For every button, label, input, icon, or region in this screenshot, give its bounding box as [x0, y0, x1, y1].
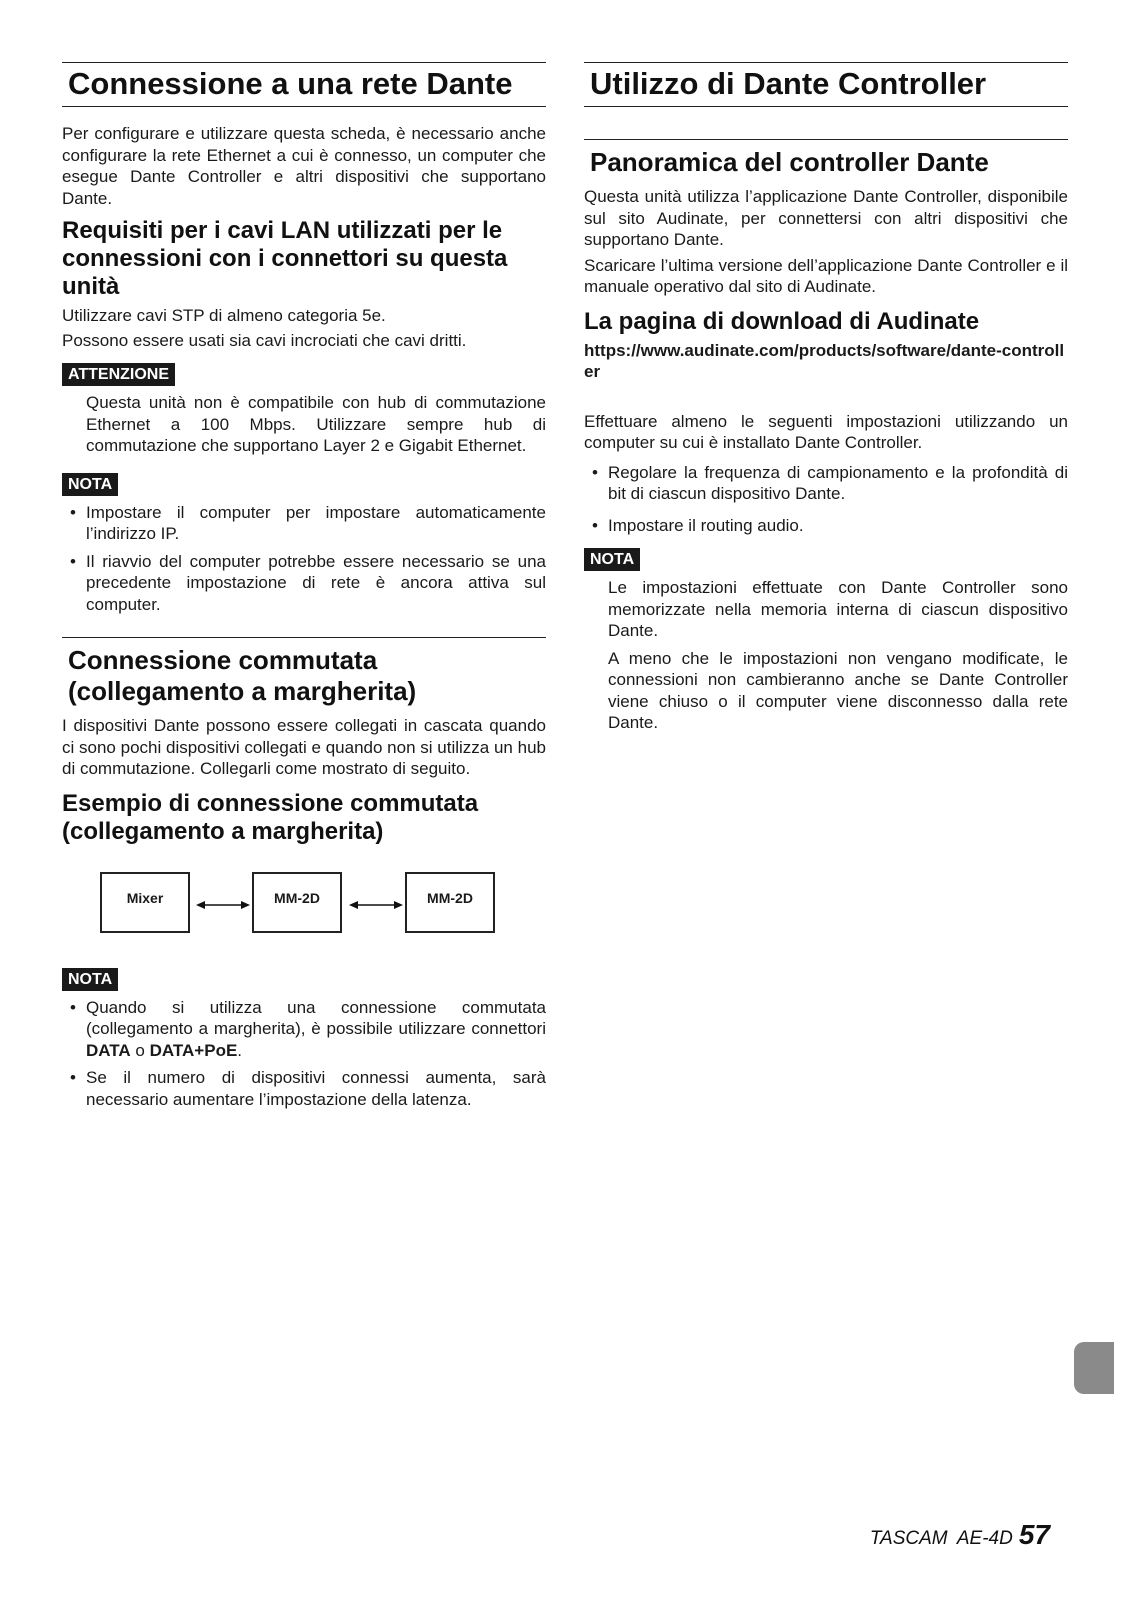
bullet-icon: •	[70, 997, 76, 1017]
note-list	[62, 997, 546, 1111]
brand-name: TASCAM	[869, 1528, 948, 1549]
section-title-cascade: Connessione commutata (collegamento a margherita)	[62, 637, 546, 707]
lan-requirement-type: Possono essere usati sia cavi incrociati che cavi dritti.	[62, 330, 467, 350]
page-number: 57	[1018, 1519, 1050, 1550]
intro-paragraph: Per configurare e utilizzare questa scheda, è necessario anche configurare la rete Ethernet a cui è connesso, un computer che esegue Dante Controller e altri dispositivi che supportano Dante.	[62, 124, 546, 208]
data-connector-label: DATA	[86, 1040, 131, 1060]
note-paragraph-2: A meno che le impostazioni non vengano modificate, le connessioni non cambieranno anche se Dante Controller viene chiuso o il computer viene disconnesso dalla rete Dante.	[608, 648, 1068, 732]
bullet-icon: •	[70, 551, 76, 571]
double-arrow-icon	[196, 897, 250, 913]
caution-text: Questa unità non è compatibile con hub di commutazione Ethernet a 100 Mbps. Utilizzare sempre hub di commutazione che supportano Layer 2 e Gigabit Ethernet.	[86, 393, 546, 455]
list-item: • Se il numero di dispositivi connessi aumenta, sarà necessario aumentare l’impostazione della latenza.	[70, 1068, 546, 1109]
note-label: NOTA	[62, 473, 118, 496]
list-item: • Regolare la frequenza di campionamento e la profondità di bit di ciascun dispositivo Dante.	[592, 462, 1068, 503]
list-item: • Quando si utilizza una connessione commutata (collegamento a margherita), è possibile utilizzare connettori DATA o DATA+PoE.	[70, 997, 546, 1060]
section-thumb-tab	[1074, 1342, 1114, 1394]
audinate-download-link[interactable]: https://www.audinate.com/products/software/dante-controller	[584, 340, 1065, 381]
page-footer	[870, 1519, 1050, 1551]
daisy-chain-diagram	[62, 872, 546, 946]
section-title-overview: Panoramica del controller Dante	[584, 139, 1068, 178]
note-label: NOTA	[62, 968, 118, 991]
cascade-example-heading: Esempio di connessione commutata (collegamento a margherita)	[62, 789, 479, 845]
bullet-icon: •	[592, 515, 598, 535]
mixer-box: Mixer	[100, 872, 190, 933]
settings-intro: Effettuare almeno le seguenti impostazioni utilizzando un computer su cui è installato Dante Controller.	[584, 411, 1068, 452]
overview-paragraph-1: Questa unità utilizza l’applicazione Dante Controller, disponibile sul sito Audinate, per connettersi con altri dispositivi che supportano Dante.	[584, 187, 1068, 249]
list-item: • Impostare il routing audio.	[592, 515, 804, 535]
download-page-heading: La pagina di download di Audinate	[584, 307, 980, 335]
note-paragraph-1: Le impostazioni effettuate con Dante Controller sono memorizzate nella memoria interna di ciascun dispositivo Dante.	[608, 578, 1068, 640]
right-column	[584, 62, 1068, 734]
list-item: • Il riavvio del computer potrebbe essere necessario se una precedente impostazione di rete è ancora attiva sul computer.	[70, 551, 546, 614]
mm2d-box-2: MM-2D	[405, 872, 495, 933]
bullet-icon: •	[70, 1068, 76, 1087]
left-column	[62, 62, 546, 1116]
list-item: • Impostare il computer per impostare automaticamente l’indirizzo IP.	[70, 502, 546, 543]
caution-label: ATTENZIONE	[62, 363, 175, 386]
section-title-dante-network: Connessione a una rete Dante	[62, 62, 546, 107]
settings-list	[584, 462, 1068, 537]
model-name: AE-4D	[956, 1528, 1013, 1549]
data-poe-connector-label: DATA+PoE	[149, 1040, 238, 1060]
lan-requirements-heading: Requisiti per i cavi LAN utilizzati per le connessioni con i connettori su questa unità	[62, 217, 508, 300]
bullet-icon: •	[70, 502, 76, 522]
bullet-icon: •	[592, 462, 598, 482]
section-title-dante-controller: Utilizzo di Dante Controller	[584, 62, 1068, 107]
cascade-paragraph: I dispositivi Dante possono essere collegati in cascata quando ci sono pochi dispositivi collegati e quando non si utilizza un hub di commutazione. Collegarli come mostrato di seguito.	[62, 716, 546, 778]
note-list	[62, 502, 546, 616]
double-arrow-icon	[349, 897, 403, 913]
overview-paragraph-2: Scaricare l’ultima versione dell’applicazione Dante Controller e il manuale operativo dal sito di Audinate.	[584, 255, 1068, 296]
mm2d-box-1: MM-2D	[252, 872, 342, 933]
note-label: NOTA	[584, 548, 640, 571]
lan-requirement-cable: Utilizzare cavi STP di almeno categoria 5e.	[62, 306, 386, 325]
